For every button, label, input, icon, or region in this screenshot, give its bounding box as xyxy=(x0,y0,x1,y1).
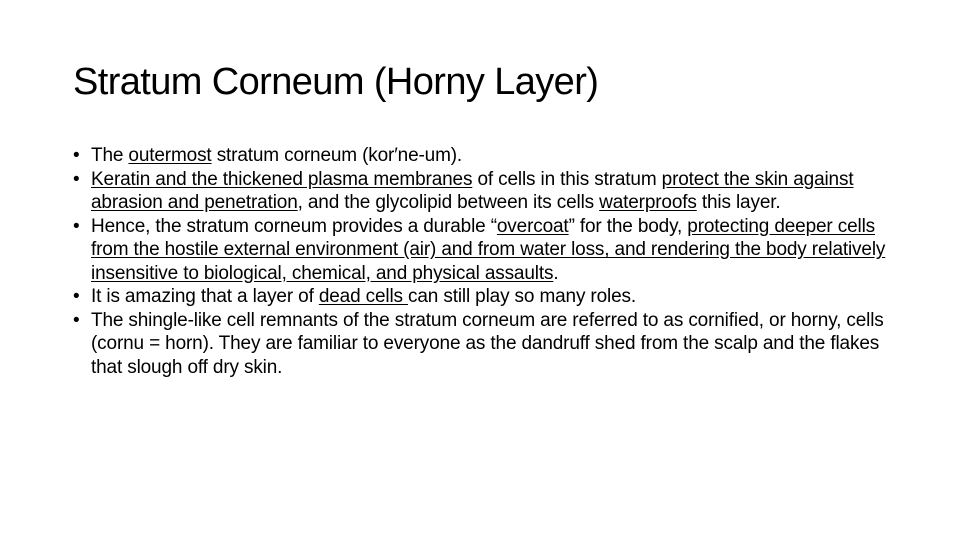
bullet-item xyxy=(73,215,903,286)
underlined-text: protect the skin against abrasion and penetration xyxy=(91,168,854,213)
bullet-text: ” for the body, xyxy=(568,215,688,237)
underlined-text: protecting deeper cells from the hostile external environment (air) and from water loss, and rendering the body relatively insensitive to biological, chemical, and physical assaults xyxy=(91,215,886,284)
bullet-text: The xyxy=(91,145,129,166)
bullet-text: . xyxy=(553,262,559,284)
bullet-text: Hence, the stratum corneum provides a durable “ xyxy=(91,215,497,237)
bullet-text: , and the glycolipid between its cells xyxy=(297,192,600,213)
bullet-text: can still play so many roles. xyxy=(408,286,636,307)
underlined-text: waterproofs xyxy=(599,192,697,213)
bullet-marker: • xyxy=(73,309,80,331)
bullet-marker: • xyxy=(73,145,80,166)
underlined-text: outermost xyxy=(128,145,212,166)
bullet-text: stratum corneum (kor′ne-um). xyxy=(211,145,463,166)
bullet-text: of cells in this stratum xyxy=(472,168,662,190)
bullet-marker: • xyxy=(73,215,80,237)
bullet-text: It is amazing that a layer of xyxy=(91,286,319,307)
underlined-text: Keratin and the thickened plasma membranes xyxy=(91,168,473,190)
bullet-marker: • xyxy=(73,286,80,307)
bullet-text: this layer. xyxy=(696,192,781,213)
slide-title: Stratum Corneum (Horny Layer) xyxy=(73,61,599,103)
bullet-item xyxy=(73,285,903,309)
bullet-item xyxy=(73,309,903,380)
bullet-marker: • xyxy=(73,168,80,190)
bullet-item xyxy=(73,168,903,215)
bullet-item xyxy=(73,144,903,168)
underlined-text: dead cells xyxy=(318,286,409,307)
underlined-text: overcoat xyxy=(496,215,569,237)
bullet-list xyxy=(73,144,903,379)
bullet-text: The shingle-like cell remnants of the stratum corneum are referred to as cornified, or horny, cells (cornu = horn). They are familiar to everyone as the dandruff shed from the scalp and the flakes that slough off dry skin. xyxy=(91,309,884,378)
